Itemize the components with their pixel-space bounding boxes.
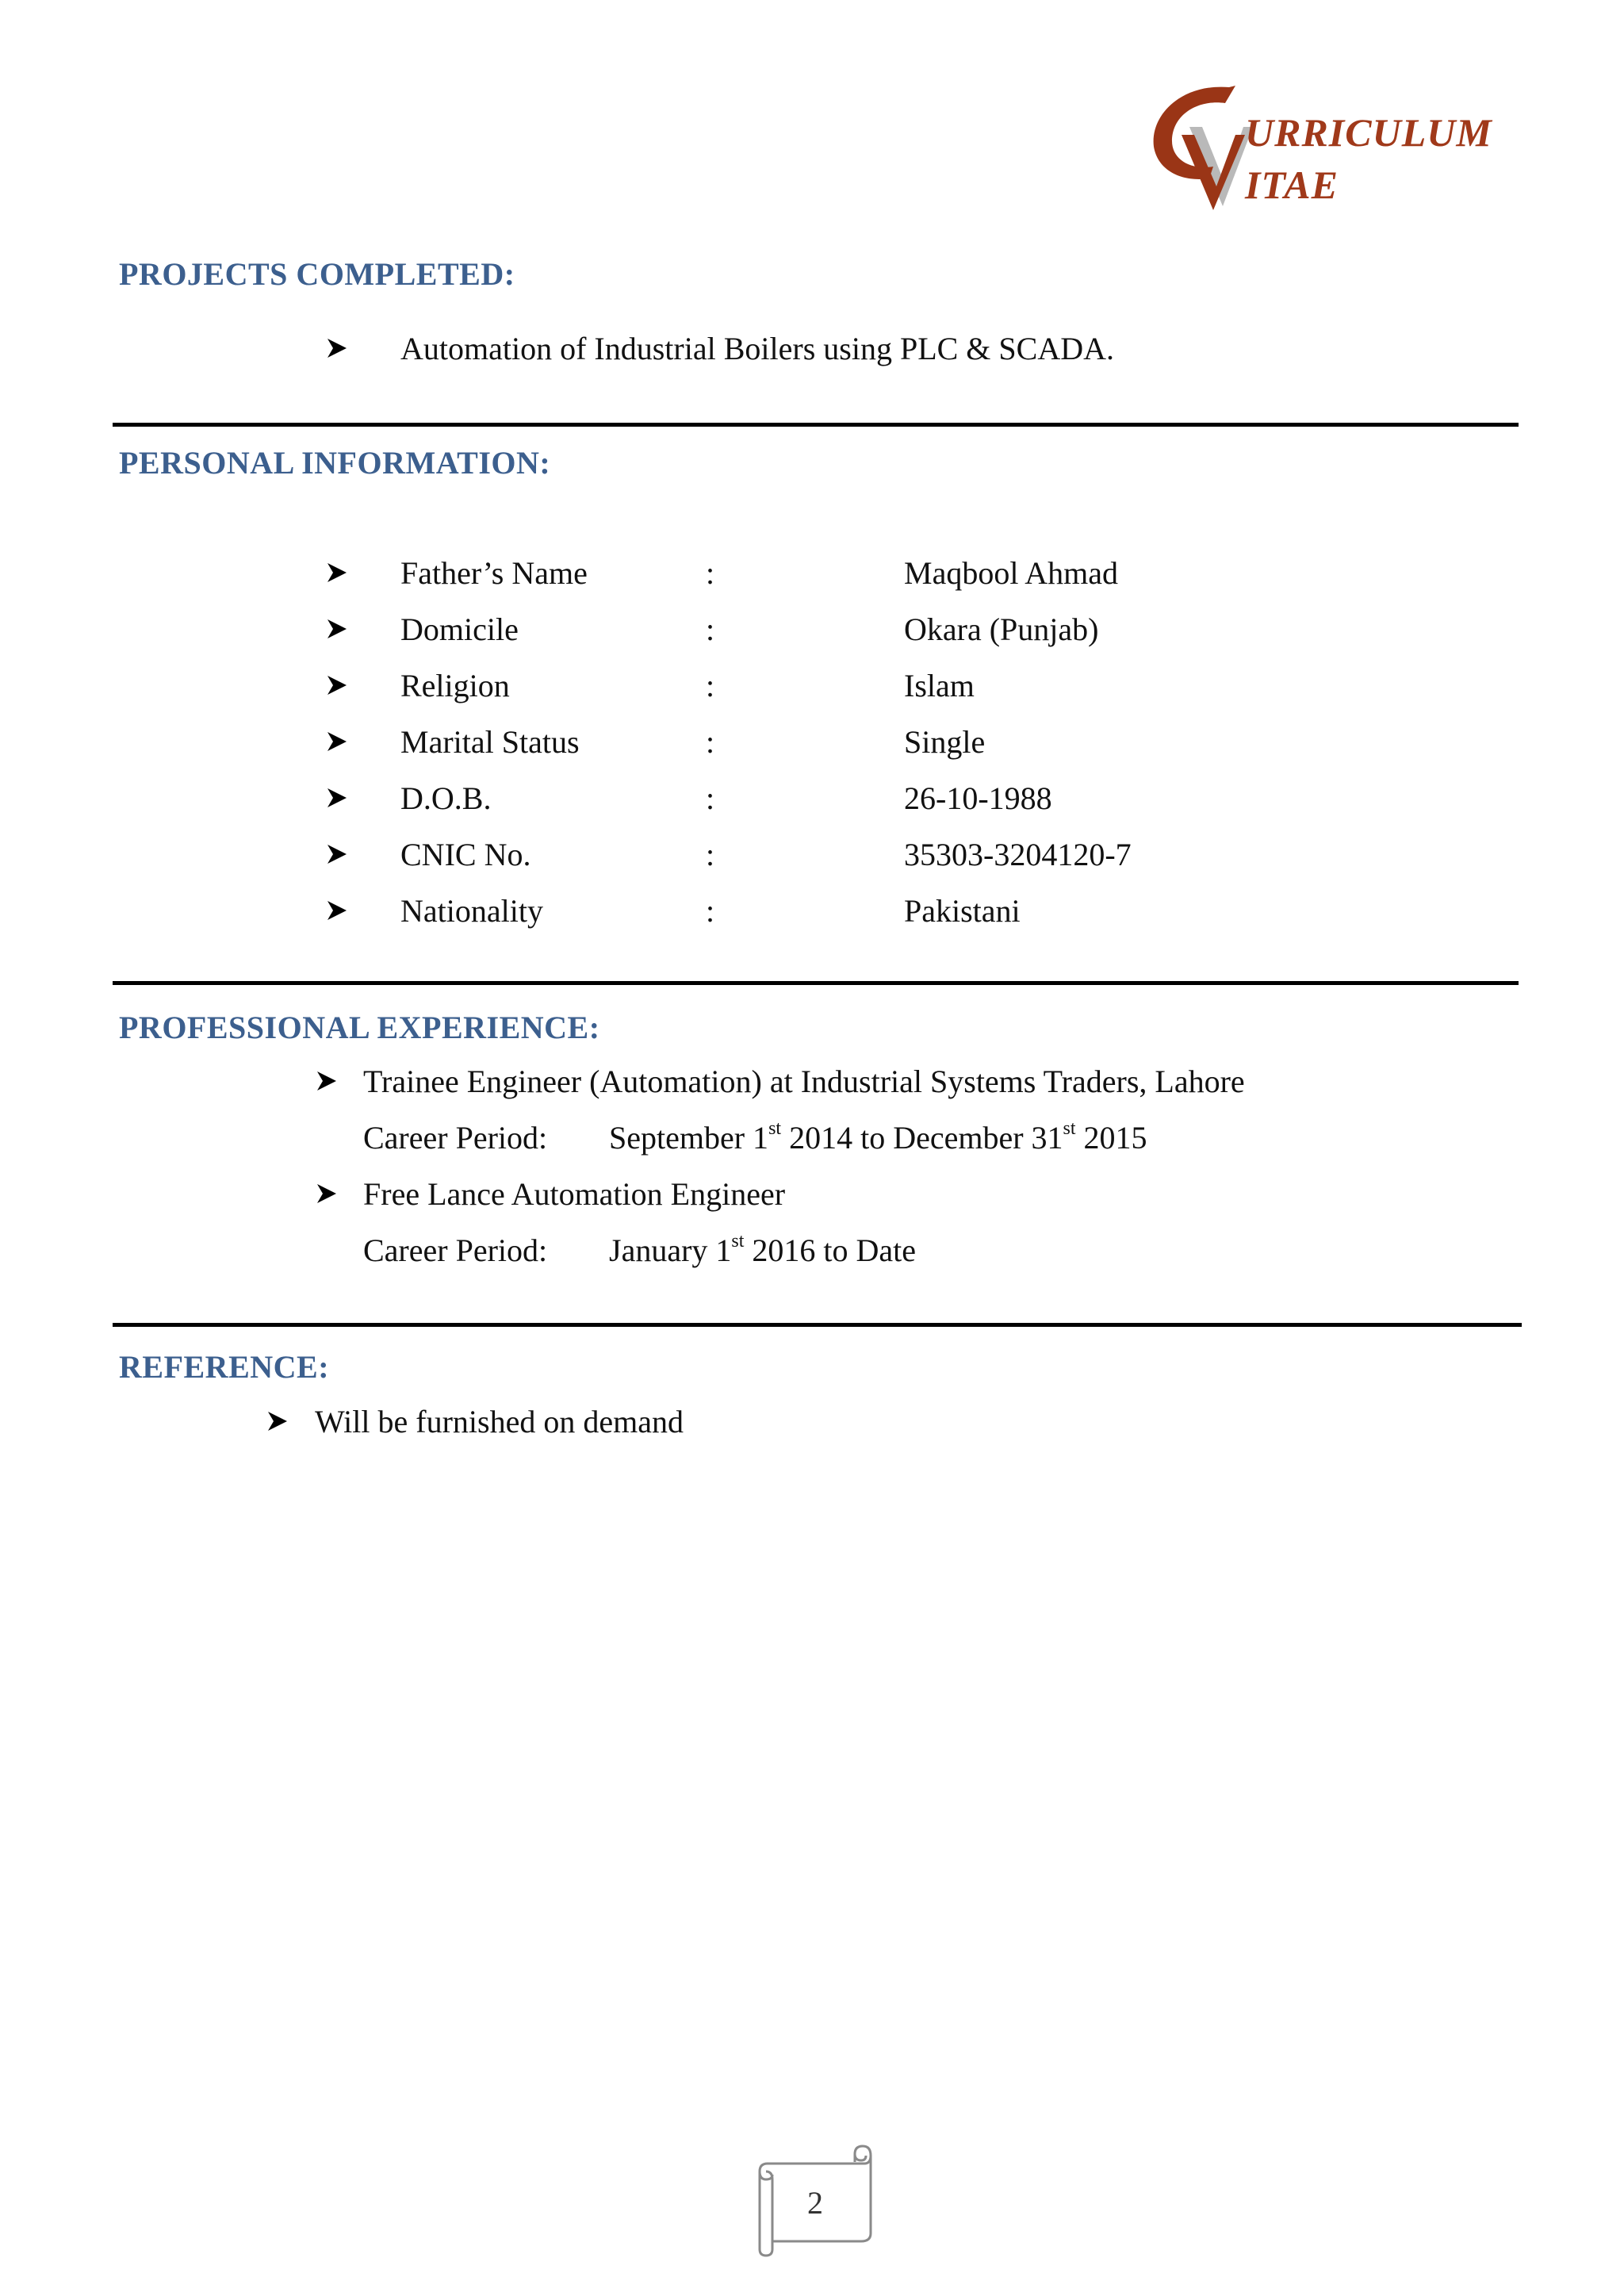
info-label: D.O.B. xyxy=(400,780,492,816)
arrow-bullet-icon xyxy=(325,786,349,810)
info-separator: : xyxy=(706,668,715,703)
project-item: Automation of Industrial Boilers using PLC & SCADA. xyxy=(400,331,1114,366)
projects-heading: PROJECTS COMPLETED: xyxy=(119,256,515,292)
personal-heading: PERSONAL INFORMATION: xyxy=(119,445,551,481)
info-value: Okara (Punjab) xyxy=(904,611,1099,647)
section-divider xyxy=(113,423,1519,427)
logo-line-1: URRICULUM xyxy=(1245,110,1492,155)
arrow-bullet-icon xyxy=(325,561,349,585)
arrow-bullet-icon xyxy=(266,1409,289,1433)
arrow-bullet-icon xyxy=(325,899,349,922)
info-value: Single xyxy=(904,724,986,760)
career-period-value: January 1st 2016 to Date xyxy=(609,1231,917,1268)
info-separator: : xyxy=(706,555,715,591)
arrow-bullet-icon xyxy=(325,842,349,866)
info-label: Marital Status xyxy=(400,724,580,760)
info-label: CNIC No. xyxy=(400,837,531,872)
info-separator: : xyxy=(706,611,715,647)
info-value: Islam xyxy=(904,668,975,703)
info-label: Domicile xyxy=(400,611,519,647)
reference-heading: REFERENCE: xyxy=(119,1349,330,1385)
experience-heading: PROFESSIONAL EXPERIENCE: xyxy=(119,1010,600,1045)
job-title: Trainee Engineer (Automation) at Industrial Systems Traders, Lahore xyxy=(363,1064,1245,1099)
job-title: Free Lance Automation Engineer xyxy=(363,1176,786,1212)
info-label: Father’s Name xyxy=(400,555,588,591)
arrow-bullet-icon xyxy=(325,617,349,641)
arrow-bullet-icon xyxy=(325,730,349,753)
info-separator: : xyxy=(706,893,715,929)
reference-item: Will be furnished on demand xyxy=(315,1404,684,1439)
page-number: 2 xyxy=(807,2185,823,2221)
page-number-scroll xyxy=(736,2140,887,2259)
info-value: 35303-3204120-7 xyxy=(904,837,1132,872)
career-period-value: September 1st 2014 to December 31st 2015 xyxy=(609,1118,1147,1156)
cv-logo xyxy=(1134,79,1499,222)
arrow-bullet-icon xyxy=(315,1182,339,1205)
logo-line-2: ITAE xyxy=(1245,163,1339,207)
info-label: Nationality xyxy=(400,893,543,929)
info-value: Maqbool Ahmad xyxy=(904,555,1118,591)
arrow-bullet-icon xyxy=(315,1069,339,1093)
info-label: Religion xyxy=(400,668,510,703)
career-period-label: Career Period: xyxy=(363,1232,548,1268)
info-separator: : xyxy=(706,724,715,760)
info-value: Pakistani xyxy=(904,893,1021,929)
info-separator: : xyxy=(706,780,715,816)
section-divider xyxy=(113,1323,1522,1327)
section-divider xyxy=(113,981,1519,985)
arrow-bullet-icon xyxy=(325,673,349,697)
info-value: 26-10-1988 xyxy=(904,780,1052,816)
arrow-bullet-icon xyxy=(325,336,349,360)
career-period-label: Career Period: xyxy=(363,1120,548,1156)
info-separator: : xyxy=(706,837,715,872)
